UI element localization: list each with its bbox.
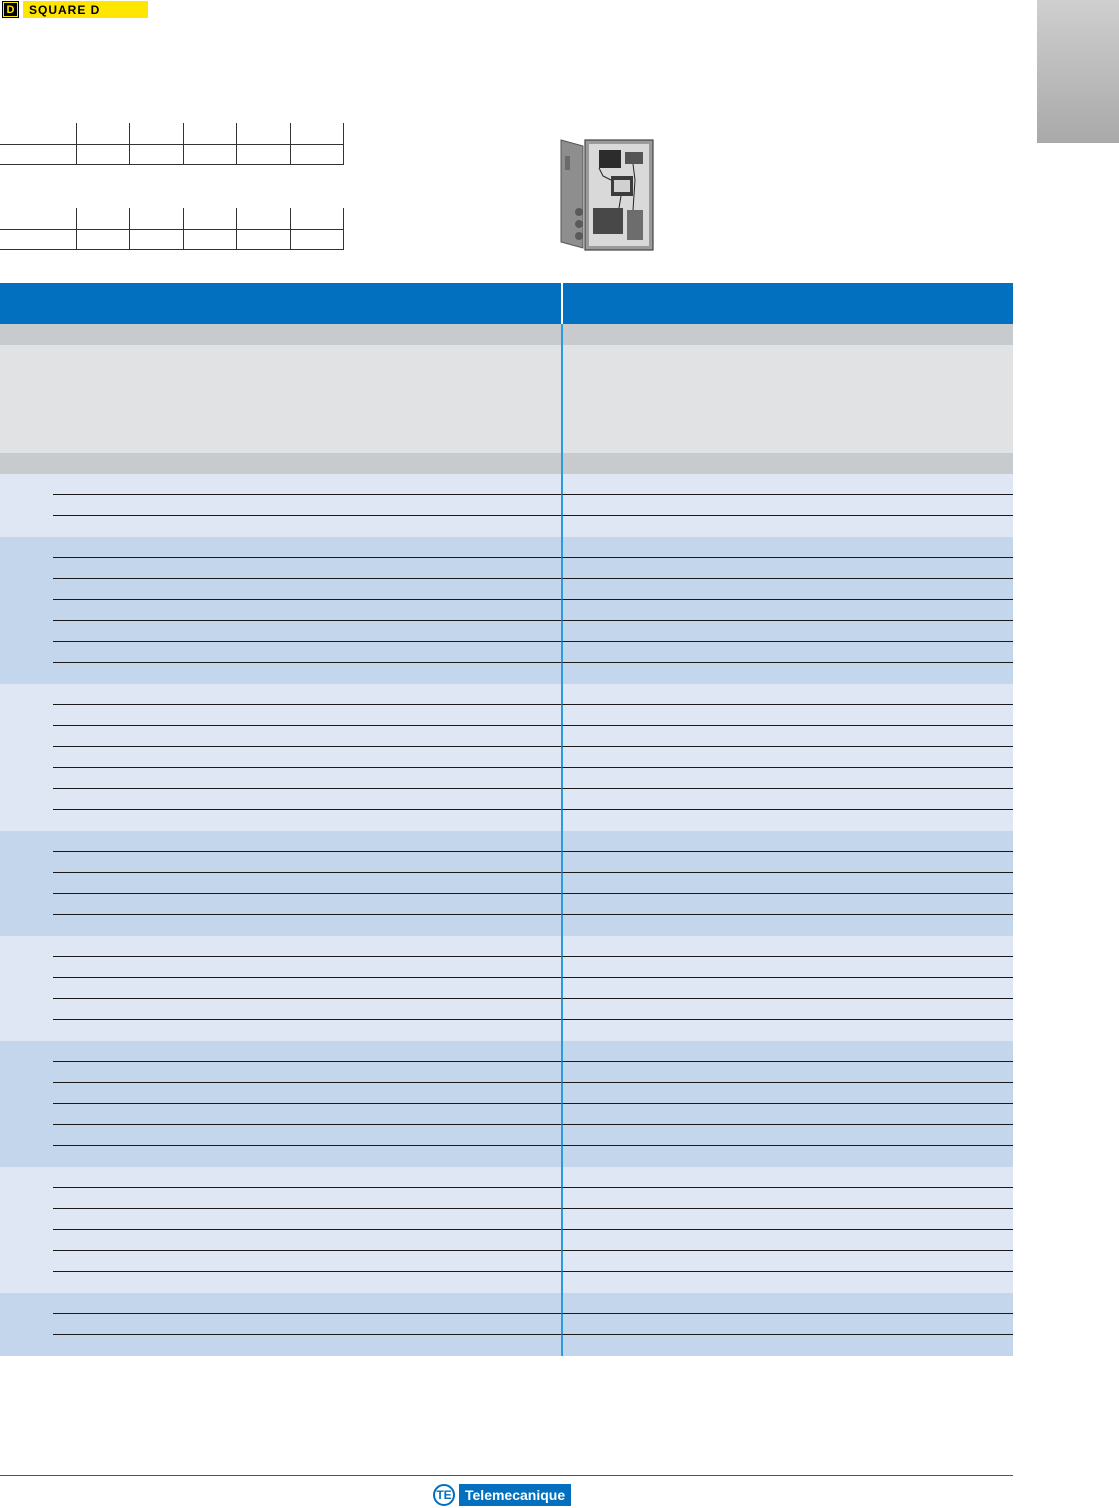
square-d-logo xyxy=(2,1,148,18)
table-row xyxy=(0,1188,1013,1209)
table-row xyxy=(0,1272,1013,1293)
table-row xyxy=(0,663,1013,684)
table-row xyxy=(0,495,1013,516)
table-row xyxy=(0,1293,1013,1314)
section-thumb-tab xyxy=(1037,0,1119,143)
table-row xyxy=(0,642,1013,663)
row-group-5 xyxy=(0,936,1013,1041)
table-row xyxy=(0,1041,1013,1062)
table-row xyxy=(0,831,1013,852)
table-row xyxy=(0,145,344,165)
square-d-wordmark: SQUARE D xyxy=(23,1,148,18)
row-group-1 xyxy=(0,474,1013,537)
table-row xyxy=(0,1314,1013,1335)
table-row xyxy=(0,1125,1013,1146)
table-row xyxy=(0,537,1013,558)
table-row xyxy=(0,474,1013,495)
square-d-letter: D xyxy=(4,3,17,16)
table-row xyxy=(0,123,344,145)
table-row xyxy=(0,621,1013,642)
row-group-8 xyxy=(0,1293,1013,1356)
row-group-7 xyxy=(0,1167,1013,1293)
table-row xyxy=(0,936,1013,957)
table-row xyxy=(0,852,1013,873)
row-group-2 xyxy=(0,537,1013,684)
table-row xyxy=(0,1335,1013,1356)
enclosure-product-photo xyxy=(559,136,655,253)
table-row xyxy=(0,873,1013,894)
table-row xyxy=(0,1209,1013,1230)
header-left-cell xyxy=(0,283,561,324)
table-row xyxy=(0,705,1013,726)
spec-table-small-1 xyxy=(0,123,344,165)
table-row xyxy=(0,747,1013,768)
table-row xyxy=(0,768,1013,789)
footer-rule xyxy=(0,1475,1013,1476)
table-row xyxy=(0,957,1013,978)
telemecanique-logo xyxy=(433,1484,571,1506)
row-group-6 xyxy=(0,1041,1013,1167)
table-row xyxy=(0,789,1013,810)
table-row xyxy=(0,684,1013,705)
table-row xyxy=(0,1020,1013,1041)
table-row xyxy=(0,1062,1013,1083)
description-block xyxy=(0,345,1013,453)
section-band xyxy=(0,453,1013,474)
table-row xyxy=(0,1146,1013,1167)
table-row xyxy=(0,894,1013,915)
table-row xyxy=(0,1083,1013,1104)
square-d-mark xyxy=(2,1,19,18)
table-row xyxy=(0,915,1013,936)
table-row xyxy=(0,1230,1013,1251)
table-row xyxy=(0,600,1013,621)
table-row xyxy=(0,558,1013,579)
table-row xyxy=(0,516,1013,537)
spec-table-small-2 xyxy=(0,208,344,250)
row-group-3 xyxy=(0,684,1013,831)
table-row xyxy=(0,1251,1013,1272)
table-row xyxy=(0,726,1013,747)
table-row xyxy=(0,1167,1013,1188)
section-band xyxy=(0,324,1013,345)
table-row xyxy=(0,810,1013,831)
telemecanique-mark-icon: TE xyxy=(433,1484,455,1506)
main-spec-table xyxy=(0,283,1013,1356)
table-row xyxy=(0,1104,1013,1125)
table-row xyxy=(0,579,1013,600)
row-group-4 xyxy=(0,831,1013,936)
table-row xyxy=(0,978,1013,999)
header-right-cell xyxy=(561,283,1013,324)
table-row xyxy=(0,999,1013,1020)
table-header xyxy=(0,283,1013,324)
table-row xyxy=(0,208,344,230)
table-row xyxy=(0,230,344,250)
telemecanique-wordmark: Telemecanique xyxy=(459,1484,571,1506)
